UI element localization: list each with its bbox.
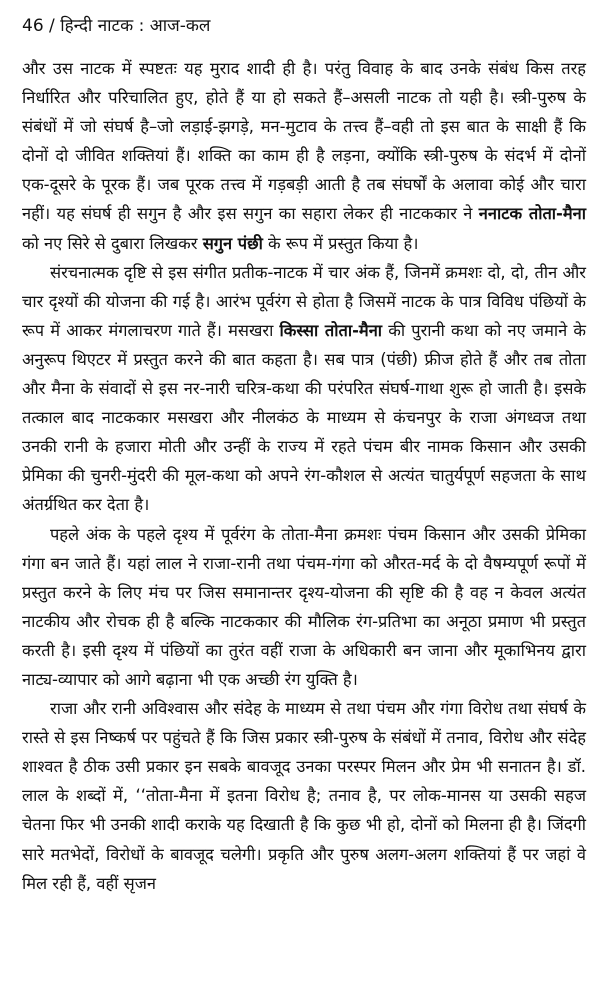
bold-title-text: सगुन पंछी: [202, 233, 263, 253]
page-number: 46: [22, 16, 44, 36]
paragraph-text: की पुरानी कथा को नए जमाने के अनुरूप थिएटर में प्रस्तुत करने की बात कहता है। सब पात्र (पंछी) फ्रीज होते हैं और तब तोता और मैना के संवादों से इस नर-नारी चरित्र-कथा की परंपरित संघर्ष-गाथा शुरू हो जाती है। इसके तत्काल बाद नाटककार मसखरा और नीलकंठ के माध्यम से कंचनपुर के राजा अंगध्वज तथा उनकी रानी के हजारा मोती और उन्हीं के राज्य में रहते पंचम बीर नामक किसान और उसकी प्रेमिका की चुनरी-मुंदरी की मूल-कथा को अपने रंग-कौशल से अत्यंत चातुर्यपूर्ण सहजता के साथ अंतर्ग्रथित कर देता है।: [22, 320, 586, 515]
paragraph-text: को नए सिरे से दुबारा लिखकर: [22, 233, 203, 253]
paragraph-text: संरचनात्मक दृष्टि से इस संगीत प्रतीक-नाटक में चार अंक हैं, जिनमें क्रमशः दो, दो, तीन और चार दृश्यों की योजना की गई है। आरंभ पूर्वरंग से होता है जिसमें नाटक के पात्र विविध पंछियों के रूप में आकर मंगलाचरण गाते हैं। मसखरा: [22, 262, 586, 340]
paragraph-text: के रूप में प्रस्तुत किया है।: [262, 233, 419, 253]
paragraph-text: और उस नाटक में स्पष्टतः यह मुराद शादी ही है। परंतु विवाह के बाद उनके संबंध किस तरह निर्धारित और परिचालित हुए, होते हैं या हो सकते हैं–असली नाटक तो यही है। स्त्री-पुरुष के संबंधों में जो संघर्ष है–जो लड़ाई-झगड़े, मन-मुटाव के तत्त्व हैं–वही तो इस बात के साक्षी हैं कि दोनों दो जीवित शक्तियां हैं। शक्ति का काम ही है लड़ना, क्योंकि स्त्री-पुरुष के संदर्भ में दोनों एक-दूसरे के पूरक हैं। जब पूरक तत्त्व में गड़बड़ी आती है तब संघर्षों के अलावा कोई और चारा नहीं। यह संघर्ष ही सगुन है और इस सगुन का सहारा लेकर ही नाटककार ने: [22, 59, 586, 224]
paragraph: [22, 520, 586, 695]
body-text: [22, 54, 586, 898]
bold-title-text: किस्सा तोता-मैना: [279, 320, 383, 340]
paragraph-text: पहले अंक के पहले दृश्य में पूर्वरंग के तोता-मैना क्रमशः पंचम किसान और उसकी प्रेमिका गंगा बन जाते हैं। यहां लाल ने राजा-रानी तथा पंचम-गंगा को औरत-मर्द के दो वैषम्यपूर्ण रूपों में प्रस्तुत करने के लिए मंच पर जिस समानान्तर दृश्य-योजना की सृष्टि की है वह न केवल अत्यंत नाटकीय और रोचक ही है बल्कि नाटककार की मौलिक रंग-प्रतिभा का अनूठा प्रमाण भी प्रस्तुत करती है। इसी दृश्य में पंछियों का तुरंत वहीं राजा के अधिकारी बन जाना और मूकाभिनय द्वारा नाट्य-व्यापार को आगे बढ़ाना भी एक अच्छी रंग युक्ति है।: [22, 524, 586, 689]
bold-title-text: ननाटक तोता-मैना: [478, 204, 586, 224]
running-title: हिन्दी नाटक : आज-कल: [60, 16, 211, 36]
running-header: [22, 14, 586, 38]
paragraph-text: राजा और रानी अविश्वास और संदेह के माध्यम से तथा पंचम और गंगा विरोध तथा संघर्ष के रास्ते से इस निष्कर्ष पर पहुंचते हैं कि जिस प्रकार स्त्री-पुरुष के संबंधों में तनाव, विरोध और संदेह शाश्वत है ठीक उसी प्रकार इन सबके बावजूद उनका परस्पर मिलन और प्रेम भी सनातन है। डॉ. लाल के शब्दों में, ‘‘तोता-मैना में इतना विरोध है; तनाव है, पर लोक-मानस या उसकी सहज चेतना फिर भी उनकी शादी कराके यह दिखाती है कि कुछ भी हो, दोनों को मिलना ही है। जिंदगी सारे मतभेदों, विरोधों के बावजूद चलेगी। प्रकृति और पुरुष अलग-अलग शक्तियां हैं पर जहां वे मिल रही हैं, वहीं सृजन: [22, 699, 586, 893]
paragraph: [22, 694, 586, 898]
paragraph: [22, 54, 586, 258]
header-separator: /: [49, 16, 55, 36]
paragraph: [22, 258, 586, 520]
